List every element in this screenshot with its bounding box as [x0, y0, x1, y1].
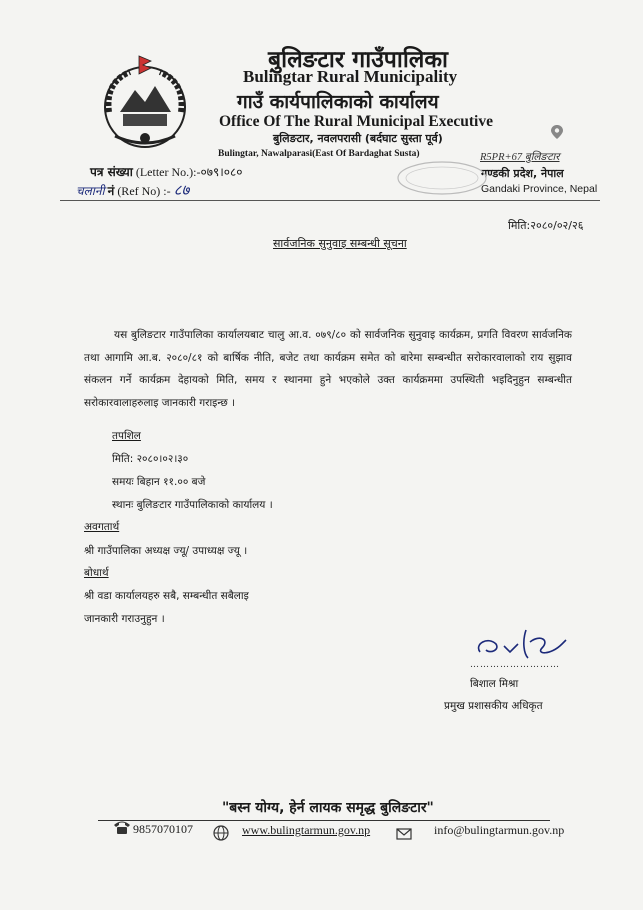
province-np: गण्डकी प्रदेश, नेपाल: [481, 167, 564, 180]
action-recipient-line1: श्री वडा कार्यालयहरु सबै, सम्बन्धीत सबैलाइ: [84, 590, 249, 602]
letter-number: [90, 163, 242, 180]
footer-divider: [98, 820, 550, 821]
info-recipient: श्री गाउँपालिका अध्यक्ष ज्यू/ उपाध्यक्ष ज्यू ।: [84, 545, 248, 557]
address-np: बुलिङटार, नवलपरासी (बर्दघाट सुस्ता पूर्व): [273, 132, 443, 145]
footer-slogan: "बस्न योग्य, हेर्न लायक समृद्ध बुलिङटार": [222, 800, 434, 816]
letter-no-label-en: (Letter No.):-: [135, 165, 201, 179]
details-heading: तपशिल: [112, 430, 141, 442]
office-name-np: गाउँ कार्यपालिकाको कार्यालय: [237, 91, 439, 113]
municipality-name-np: बुलिङटार गाउँपालिका: [268, 47, 449, 73]
phone-icon: [112, 819, 132, 839]
footer-phone: 9857070107: [133, 822, 193, 836]
plus-code: R5PR+67 बुलिङटार: [480, 152, 560, 163]
ref-no-label-en: (Ref No) :-: [117, 184, 171, 198]
globe-icon: [213, 825, 229, 845]
header-divider: [60, 200, 600, 201]
footer-website[interactable]: www.bulingtarmun.gov.np: [242, 823, 371, 837]
event-time: समयः बिहान ११.०० बजे: [112, 476, 206, 488]
action-heading: बोधार्थ: [84, 567, 109, 579]
province-en: Gandaki Province, Nepal: [481, 183, 598, 195]
event-date: मिति: २०८०।०२।३०: [112, 453, 189, 465]
letter-date: मिति:२०८०/०२/२६: [508, 219, 584, 232]
event-place: स्थानः बुलिङटार गाउँपालिकाको कार्यालय ।: [112, 499, 273, 511]
address-en: Bulingtar, Nawalparasi(East Of Bardaghat Susta): [218, 149, 420, 159]
notice-body: यस बुलिङटार गाउँपालिका कार्यालयबाट चालु आ.व. ०७९/८० को सार्वजनिक सुनुवाइ कार्यक्रम, प्रगति विवरण सार्वजनिक तथा आगामि आ.ब. २०८०/८१ को बार्षिक नीति, बजेट तथा कार्यक्रम समेत को बारेमा सम्बन्धीत सरोकारवालाको राय सुझाव संकलन गर्ने कार्यक्रम देहायको मिति, समय र स्थानमा हुने भएकोले उक्त कार्यक्रममा उपस्थिती भइदिनुहुन सम्बन्धीत सरोकारवालाहरुलाइ जानकारी गराइन्छ ।: [84, 329, 572, 409]
ref-no-label-np: नं: [107, 184, 115, 198]
letter-no-value: ०७९।०८०: [200, 165, 243, 179]
signature-line: ………………………: [470, 660, 560, 670]
email-icon: [396, 826, 412, 845]
location-pin-icon: [550, 124, 564, 140]
footer-email[interactable]: info@bulingtarmun.gov.np: [434, 823, 565, 837]
signatory-title: प्रमुख प्रशासकीय अधिकृत: [444, 700, 543, 712]
ref-no-value: ८७: [173, 181, 190, 199]
info-heading: अवगतार्थ: [84, 521, 120, 533]
municipality-emblem: [95, 52, 195, 152]
action-recipient-line2: जानकारी गराउनुहुन ।: [84, 613, 165, 625]
office-name-en: Office Of The Rural Municipal Executive: [219, 113, 493, 130]
letter-no-label-np: पत्र संख्या: [90, 165, 133, 179]
signatory-name: बिशाल मिश्रा: [470, 678, 519, 690]
municipality-name-en: Bulingtar Rural Municipality: [243, 67, 458, 86]
ref-handwritten-label: चलानी: [76, 184, 105, 198]
letter-subject: सार्वजनिक सुनुवाइ सम्बन्धी सूचना: [273, 237, 407, 250]
reference-number: [76, 180, 189, 200]
office-stamp: [395, 160, 490, 196]
